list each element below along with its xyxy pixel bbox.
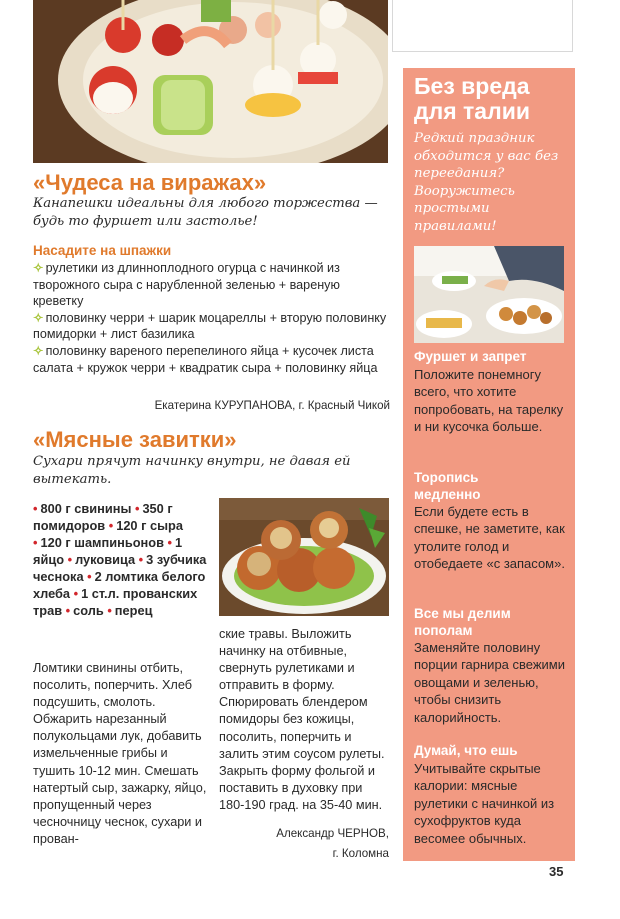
tip2-heading: Торопись медленно [414,470,481,502]
tip2-text: Если будете есть в спешке, не заметите, как утолите голод и отобедаете «с запасом». [414,504,565,572]
list-item: ✧ рулетики из длинноплодного огурца с начинкой из творожного сыра с нарубленной зеленью + вареную креветку [33,261,340,309]
tip3-heading: Все мы делим пополам [414,606,511,638]
tip4-heading: Думай, что ешь [414,743,518,758]
sidebar-title: Без вреда для талии [414,73,530,124]
list-item: • луковица [67,552,136,567]
list-item: • соль [65,603,104,618]
tip3-text: Заменяйте половину порции гарнира свежими овощами и зеленью, чтобы снизить калорийность. [414,640,566,725]
recipe2-author-city: г. Коломна [332,847,389,860]
list-item: • 1 яйцо [33,535,183,567]
tip4-text: Учитывайте скрытые калории: мясные рулетики с начинкой из сухофруктов куда весомее обычных. [414,761,555,846]
recipe1-subhead: Насадите на шпажки [33,243,172,258]
list-item: • 120 г сыра [108,518,183,533]
list-item: ✧ половинку черри + шарик моцареллы + вторую половинку помидорки + лист базилика [33,310,387,342]
recipe1-lead: Канапешки идеальны для любого торжества — будь то фуршет или застолье! [33,196,378,229]
bullet-icon: ✧ [33,343,44,358]
canapes-photo [33,0,388,163]
recipe1-title: «Чудеса на виражах» [33,170,267,195]
recipe2-title: «Мясные завитки» [33,427,237,452]
ingredients-list [33,500,213,619]
list-item: • 2 ломтика белого хлеба [33,569,206,601]
meat-rolls-photo [219,498,389,616]
recipe1-list [33,260,391,376]
tip1-text: Положите понемногу всего, что хотите попробовать, на тарелку и ни кусочка больше. [414,367,564,435]
recipe2-lead: Сухари прячут начинку внутри, не давая ей вытекать. [33,454,351,487]
header-box [392,0,573,52]
recipe2-author-name: Александр ЧЕРНОВ, [276,827,389,840]
sidebar-lead: Редкий праздник обходится у вас без переедания? Вооружитесь простыми правилами! [414,131,559,234]
recipe1-author: Екатерина КУРУПАНОВА, г. Красный Чикой [154,399,390,412]
tip1-heading: Фуршет и запрет [414,349,527,364]
list-item: • 120 г шампиньонов [33,535,164,550]
bullet-icon: ✧ [33,310,44,325]
list-item: ✧ половинку вареного перепелиного яйца + кусочек листа салата + кружок черри + квадратик сыра + половинку яйца [33,343,378,375]
recipe2-method-col2: ские травы. Выложить начинку на отбивные, свернуть рулетиками и отправить в форму. Спюрировать блендером помидоры без кожицы, посолить, поперчить и залить этим соусом рулеты. Закрыть форму фольгой и поставить в духовку при 180-190 град. на 35-40 мин. [219,627,385,812]
buffet-photo [414,246,564,343]
recipe2-method-col1: Ломтики свинины отбить, посолить, поперчить. Хлеб подсушить, смолоть. Обжарить нарезанный полукольцами лук, добавить измельченные грибы и тушить 10-12 мин. Смешать натертый сыр, зажарку, яйцо, пропущенный через чесночницу чеснок, сухари и прован- [33,661,207,846]
list-item: • 350 г помидоров [33,501,173,533]
list-item: • 1 ст.л. прованских трав [33,586,198,618]
list-item: • 800 г свинины [33,501,132,516]
bullet-icon: ✧ [33,261,44,275]
list-item: • перец [107,603,153,618]
page-number: 35 [549,864,564,879]
list-item: • 3 зубчика чеснока [33,552,207,584]
